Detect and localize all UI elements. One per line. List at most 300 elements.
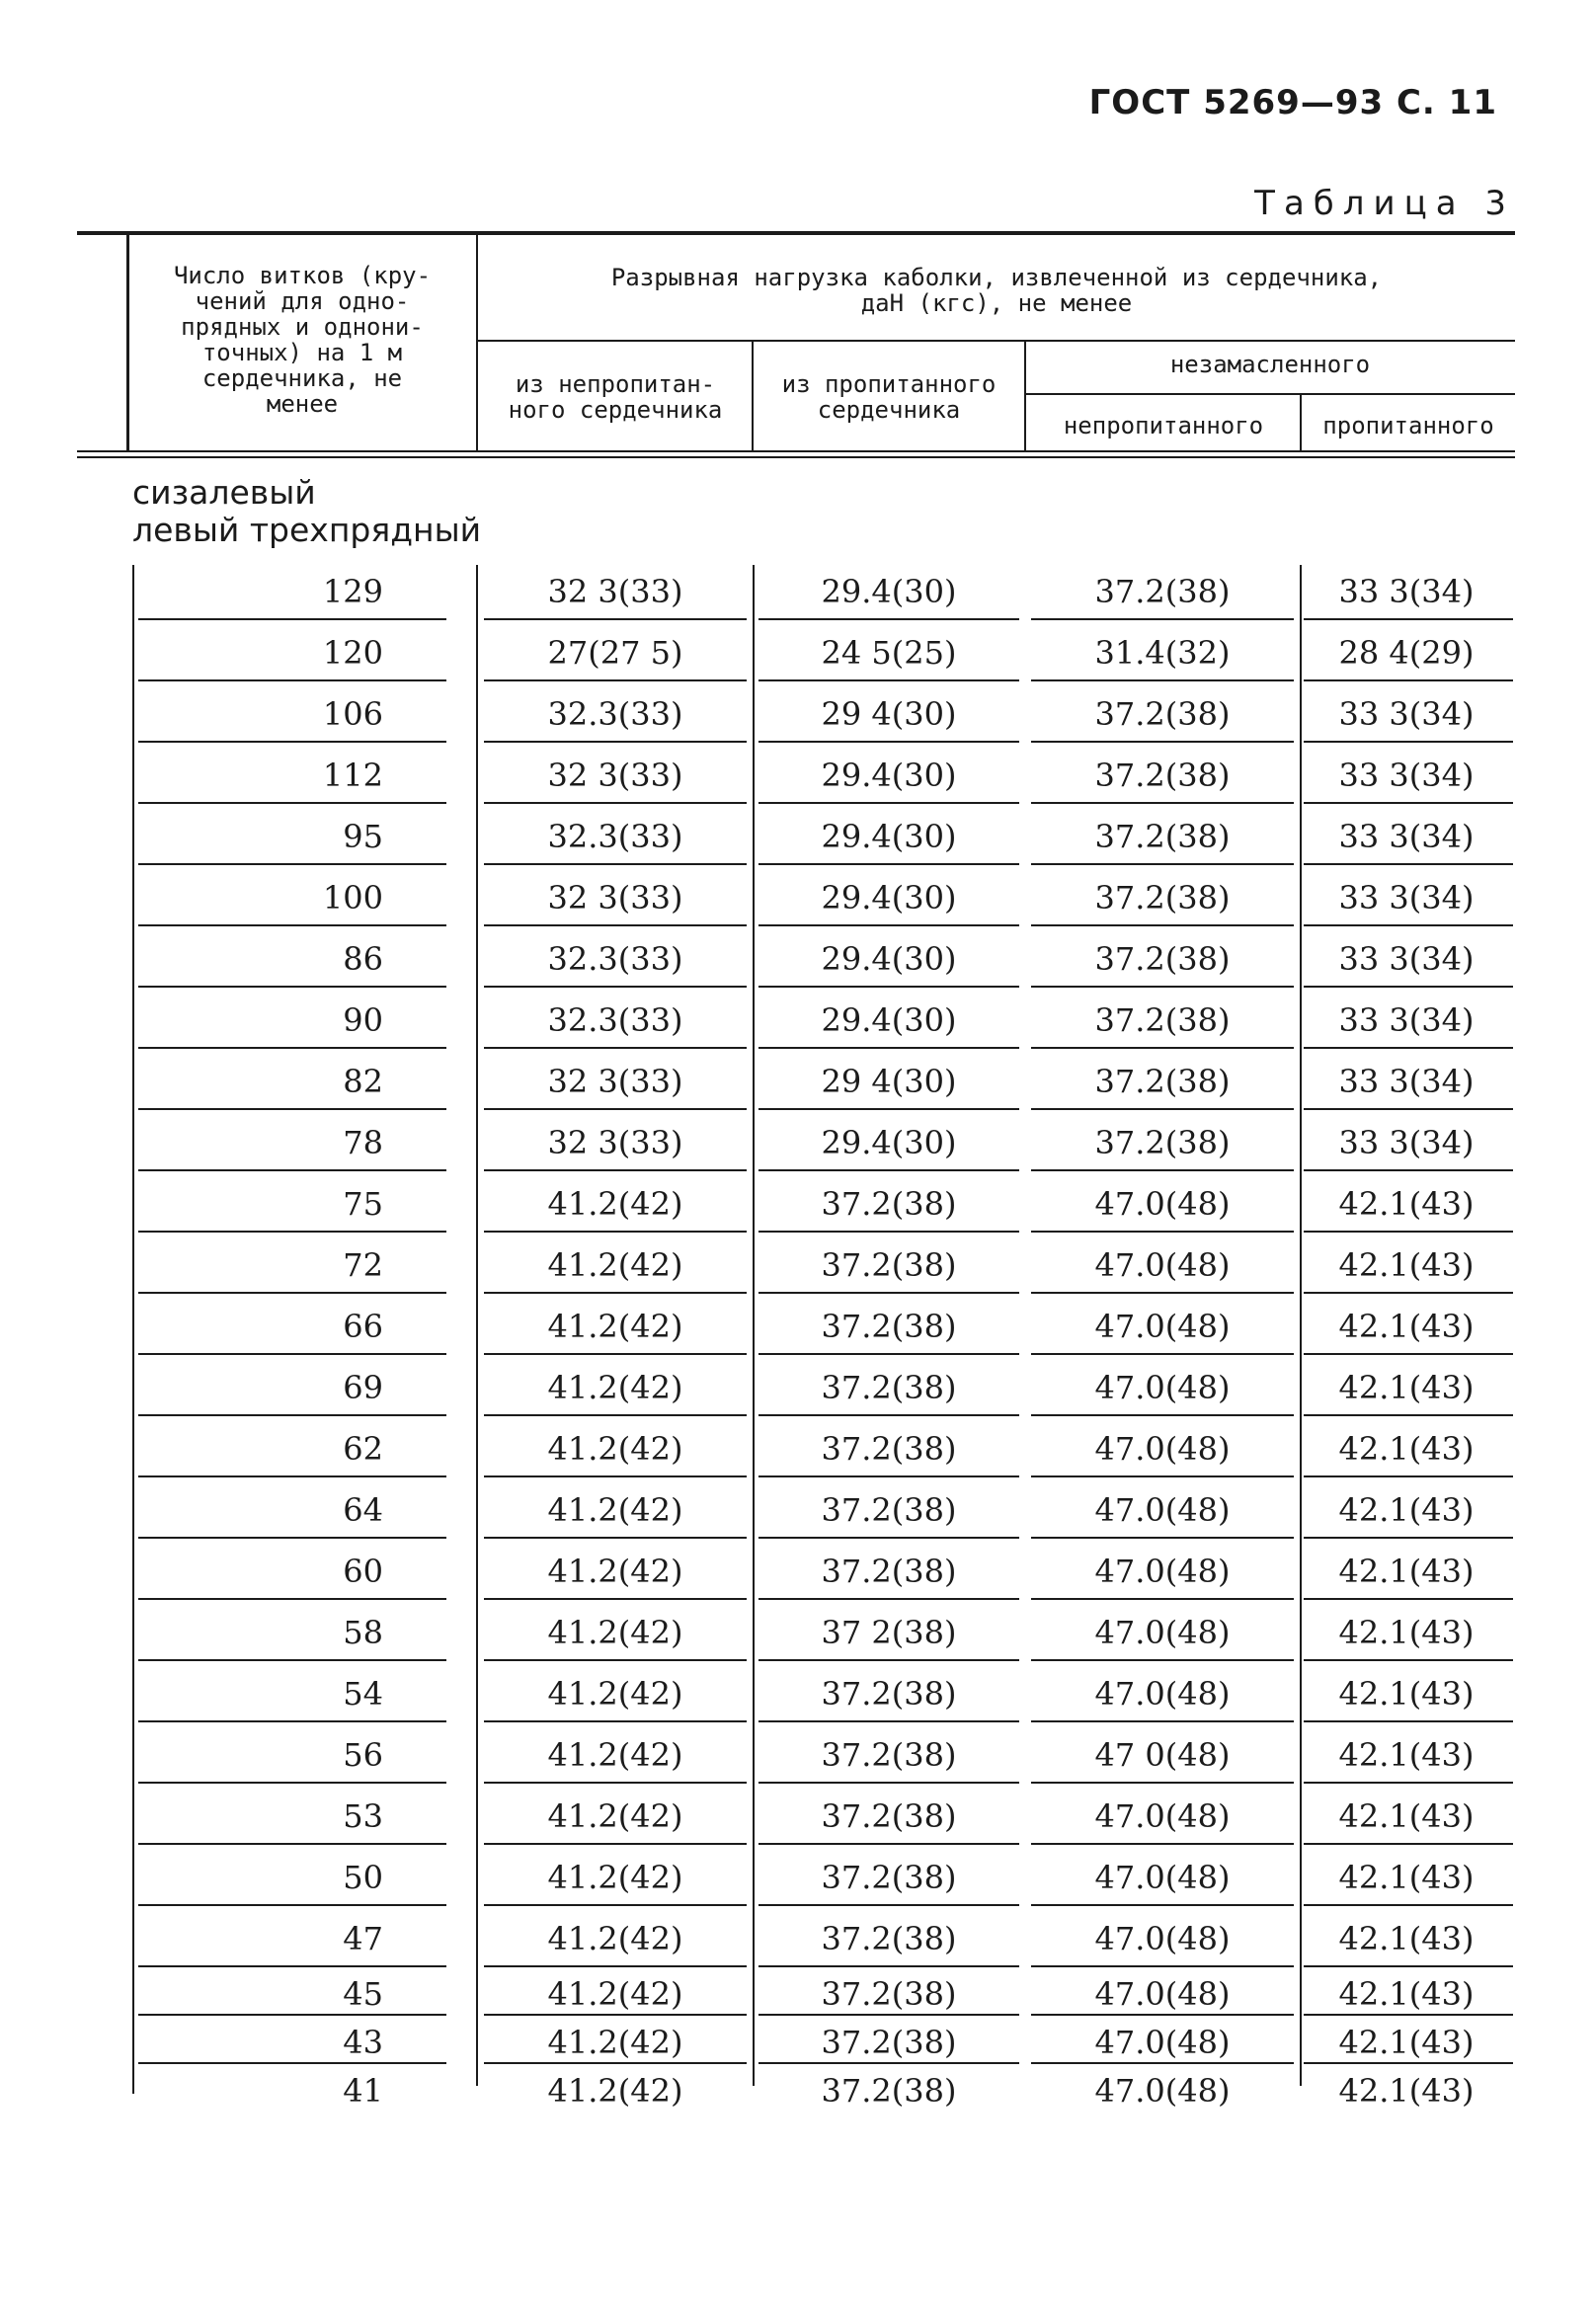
cell-underline: [1304, 802, 1513, 804]
cell-underline: [138, 1475, 446, 1477]
load-cell: 29.4(30): [821, 879, 957, 917]
cell-underline: [1031, 1108, 1294, 1110]
turns-cell: 78: [343, 1124, 383, 1161]
load-cell: 41.2(42): [547, 1553, 683, 1590]
load-cell: 47.0(48): [1094, 1859, 1231, 1896]
load-cell: 33 3(34): [1338, 879, 1475, 917]
load-cell: 33 3(34): [1338, 1063, 1475, 1100]
cell-underline: [484, 1169, 747, 1171]
cell-underline: [138, 1353, 446, 1355]
cell-underline: [138, 1537, 446, 1539]
cell-underline: [1031, 1292, 1294, 1294]
load-cell: 37.2(38): [1094, 879, 1231, 917]
cell-underline: [484, 1843, 747, 1845]
table-row: [0, 1969, 1596, 2018]
cell-underline: [484, 1047, 747, 1049]
header-turns-per-meter: Число витков (кру- чений для одно- прядных и однони- точных) на 1 м сердечника, не менее: [173, 262, 432, 418]
load-cell: 37.2(38): [821, 1246, 957, 1284]
table-row: [0, 1418, 1596, 1479]
load-cell: 37.2(38): [1094, 940, 1231, 978]
turns-cell: 75: [343, 1185, 383, 1223]
load-cell: 37.2(38): [1094, 1001, 1231, 1039]
cell-underline: [758, 1475, 1019, 1477]
load-cell: 42.1(43): [1338, 1185, 1475, 1223]
turns-cell: 45: [343, 1974, 383, 2013]
table-top-rule: [77, 231, 1515, 235]
cell-underline: [1031, 863, 1294, 865]
table-row: [0, 1173, 1596, 1235]
load-cell: 47.0(48): [1094, 1246, 1231, 1284]
load-cell: 29.4(30): [821, 1001, 957, 1039]
cell-underline: [1031, 1720, 1294, 1722]
load-cell: 42.1(43): [1338, 2023, 1475, 2061]
load-cell: 37.2(38): [821, 1859, 957, 1896]
cell-underline: [138, 1292, 446, 1294]
load-cell: 37.2(38): [821, 1308, 957, 1345]
load-cell: 37.2(38): [821, 1675, 957, 1713]
cell-underline: [1031, 1782, 1294, 1784]
cell-underline: [1304, 1904, 1513, 1906]
cell-underline: [758, 1659, 1019, 1661]
load-cell: 47.0(48): [1094, 1797, 1231, 1835]
load-cell: 47.0(48): [1094, 1614, 1231, 1651]
load-cell: 37.2(38): [1094, 818, 1231, 855]
cell-underline: [1031, 1047, 1294, 1049]
header-unimpregnated-core: из непропитан- ного сердечника: [508, 370, 723, 424]
cell-underline: [758, 1169, 1019, 1171]
load-cell: 33 3(34): [1338, 573, 1475, 610]
turns-cell: 72: [343, 1246, 383, 1284]
cell-underline: [1304, 863, 1513, 865]
load-cell: 47.0(48): [1094, 1430, 1231, 1468]
cell-underline: [138, 1843, 446, 1845]
load-cell: 37 2(38): [821, 1614, 957, 1651]
table-row: [0, 1786, 1596, 1847]
load-cell: 33 3(34): [1338, 1124, 1475, 1161]
cell-underline: [1304, 1965, 1513, 1967]
load-cell: 47.0(48): [1094, 1308, 1231, 1345]
cell-underline: [1304, 924, 1513, 926]
turns-cell: 86: [343, 940, 383, 978]
table-row: [0, 2018, 1596, 2066]
load-cell: 28 4(29): [1338, 634, 1475, 672]
load-cell: 42.1(43): [1338, 2071, 1475, 2110]
cell-underline: [1031, 2014, 1294, 2016]
header-impregnated-core: из пропитанного сердечника: [781, 370, 997, 424]
cell-underline: [138, 1965, 446, 1967]
cell-underline: [484, 1782, 747, 1784]
cell-underline: [138, 1231, 446, 1233]
turns-cell: 106: [322, 695, 383, 733]
turns-cell: 41: [343, 2071, 383, 2110]
cell-underline: [138, 1782, 446, 1784]
cell-underline: [484, 1720, 747, 1722]
load-cell: 37.2(38): [1094, 1124, 1231, 1161]
load-cell: 37.2(38): [821, 1553, 957, 1590]
cell-underline: [138, 1169, 446, 1171]
cell-underline: [1031, 679, 1294, 681]
load-cell: 47.0(48): [1094, 2071, 1231, 2110]
load-cell: 47.0(48): [1094, 1185, 1231, 1223]
load-cell: 33 3(34): [1338, 757, 1475, 794]
cell-underline: [758, 924, 1019, 926]
load-cell: 41.2(42): [547, 1491, 683, 1529]
cell-underline: [1304, 1414, 1513, 1416]
load-cell: 41.2(42): [547, 1614, 683, 1651]
load-cell: 37.2(38): [821, 2071, 957, 2110]
load-cell: 29 4(30): [821, 1063, 957, 1100]
load-cell: 27(27 5): [547, 634, 683, 672]
load-cell: 42.1(43): [1338, 1553, 1475, 1590]
cell-underline: [138, 2062, 446, 2064]
table-row: [0, 928, 1596, 990]
cell-underline: [1304, 1353, 1513, 1355]
table-row: [0, 2066, 1596, 2114]
load-cell: 41.2(42): [547, 1246, 683, 1284]
table-row: [0, 990, 1596, 1051]
table-row: [0, 561, 1596, 622]
load-cell: 33 3(34): [1338, 1001, 1475, 1039]
cell-underline: [1304, 1231, 1513, 1233]
cell-underline: [484, 802, 747, 804]
cell-underline: [138, 1598, 446, 1600]
cell-underline: [484, 2062, 747, 2064]
cell-underline: [138, 802, 446, 804]
load-cell: 42.1(43): [1338, 1797, 1475, 1835]
load-cell: 32.3(33): [547, 940, 683, 978]
header-breaking-load-group: Разрывная нагрузка каболки, извлеченной из сердечника, даН (кгс), не менее: [610, 264, 1383, 317]
cell-underline: [138, 924, 446, 926]
cell-underline: [1304, 986, 1513, 988]
table-row: [0, 1235, 1596, 1296]
turns-cell: 62: [343, 1430, 383, 1468]
cell-underline: [1304, 1659, 1513, 1661]
load-cell: 47 0(48): [1094, 1736, 1231, 1774]
table-row: [0, 1541, 1596, 1602]
table-row: [0, 1663, 1596, 1724]
turns-cell: 95: [343, 818, 383, 855]
cell-underline: [1304, 1169, 1513, 1171]
turns-cell: 90: [343, 1001, 383, 1039]
load-cell: 47.0(48): [1094, 2023, 1231, 2061]
cell-underline: [138, 618, 446, 620]
turns-cell: 60: [343, 1553, 383, 1590]
table-row: [0, 622, 1596, 683]
header-bottom-rule-1: [77, 450, 1515, 452]
cell-underline: [1304, 1047, 1513, 1049]
cell-underline: [1304, 1843, 1513, 1845]
cell-underline: [758, 1231, 1019, 1233]
turns-cell: 43: [343, 2023, 383, 2061]
load-cell: 32 3(33): [547, 879, 683, 917]
cell-underline: [758, 1782, 1019, 1784]
cell-underline: [138, 986, 446, 988]
cell-underline: [484, 986, 747, 988]
load-cell: 37.2(38): [821, 1974, 957, 2013]
header-unoiled-unimpregnated: непропитанного: [1063, 412, 1264, 439]
cell-underline: [1304, 1475, 1513, 1477]
cell-underline: [138, 1047, 446, 1049]
cell-underline: [1304, 1782, 1513, 1784]
cell-underline: [484, 1537, 747, 1539]
load-cell: 29.4(30): [821, 1124, 957, 1161]
cell-underline: [138, 1720, 446, 1722]
table-row: [0, 1051, 1596, 1112]
load-cell: 33 3(34): [1338, 940, 1475, 978]
cell-underline: [138, 863, 446, 865]
turns-cell: 56: [343, 1736, 383, 1774]
cell-underline: [758, 1720, 1019, 1722]
header-unoiled-impregnated: пропитанного: [1322, 412, 1494, 439]
table-caption: Таблица 3: [1254, 184, 1515, 223]
load-cell: 37.2(38): [1094, 757, 1231, 794]
cell-underline: [484, 1231, 747, 1233]
table-row: [0, 1908, 1596, 1969]
cell-underline: [1304, 1598, 1513, 1600]
load-cell: 32 3(33): [547, 573, 683, 610]
header-col-divider-3: [1024, 342, 1026, 450]
cell-underline: [1031, 1965, 1294, 1967]
cell-underline: [138, 2014, 446, 2016]
load-cell: 29.4(30): [821, 818, 957, 855]
load-cell: 42.1(43): [1338, 1920, 1475, 1957]
turns-cell: 66: [343, 1308, 383, 1345]
load-cell: 37.2(38): [821, 1491, 957, 1529]
load-cell: 42.1(43): [1338, 1675, 1475, 1713]
turns-cell: 54: [343, 1675, 383, 1713]
cell-underline: [1031, 924, 1294, 926]
cell-underline: [1304, 2014, 1513, 2016]
cell-underline: [484, 1292, 747, 1294]
turns-cell: 64: [343, 1491, 383, 1529]
cell-underline: [1031, 1659, 1294, 1661]
load-cell: 32 3(33): [547, 1063, 683, 1100]
load-cell: 41.2(42): [547, 1974, 683, 2013]
load-cell: 37.2(38): [821, 2023, 957, 2061]
load-cell: 37.2(38): [1094, 1063, 1231, 1100]
cell-underline: [758, 618, 1019, 620]
cell-underline: [484, 741, 747, 743]
table-row: [0, 1479, 1596, 1541]
load-cell: 42.1(43): [1338, 1369, 1475, 1406]
load-cell: 42.1(43): [1338, 1859, 1475, 1896]
load-cell: 37.2(38): [821, 1185, 957, 1223]
table-row: [0, 683, 1596, 745]
turns-cell: 53: [343, 1797, 383, 1835]
cell-underline: [484, 1659, 747, 1661]
turns-cell: 129: [322, 573, 383, 610]
cell-underline: [758, 1292, 1019, 1294]
load-cell: 32 3(33): [547, 1124, 683, 1161]
load-cell: 41.2(42): [547, 1736, 683, 1774]
header-bottom-rule-2: [77, 456, 1515, 458]
load-cell: 42.1(43): [1338, 1614, 1475, 1651]
cell-underline: [484, 618, 747, 620]
load-cell: 32.3(33): [547, 1001, 683, 1039]
load-cell: 47.0(48): [1094, 1553, 1231, 1590]
turns-cell: 100: [322, 879, 383, 917]
turns-cell: 69: [343, 1369, 383, 1406]
cell-underline: [1304, 679, 1513, 681]
load-cell: 42.1(43): [1338, 1246, 1475, 1284]
load-cell: 41.2(42): [547, 1675, 683, 1713]
cell-underline: [758, 863, 1019, 865]
cell-underline: [138, 679, 446, 681]
load-cell: 29 4(30): [821, 695, 957, 733]
load-cell: 41.2(42): [547, 2071, 683, 2110]
load-cell: 37.2(38): [1094, 695, 1231, 733]
load-cell: 41.2(42): [547, 1859, 683, 1896]
load-cell: 32.3(33): [547, 818, 683, 855]
load-cell: 42.1(43): [1338, 1491, 1475, 1529]
load-cell: 41.2(42): [547, 1920, 683, 1957]
cell-underline: [1304, 1108, 1513, 1110]
load-cell: 29.4(30): [821, 573, 957, 610]
cell-underline: [758, 2014, 1019, 2016]
header-unoiled: незамасленного: [1169, 351, 1371, 378]
load-cell: 41.2(42): [547, 1185, 683, 1223]
cell-underline: [484, 1475, 747, 1477]
cell-underline: [1304, 2062, 1513, 2064]
cell-underline: [758, 986, 1019, 988]
cell-underline: [758, 1353, 1019, 1355]
load-cell: 41.2(42): [547, 1430, 683, 1468]
cell-underline: [138, 741, 446, 743]
cell-underline: [1031, 618, 1294, 620]
load-cell: 24 5(25): [821, 634, 957, 672]
cell-underline: [1031, 1843, 1294, 1845]
table-body: [0, 561, 1596, 2114]
page-header: ГОСТ 5269—93 С. 11: [1088, 83, 1497, 122]
turns-cell: 112: [322, 757, 383, 794]
load-cell: 42.1(43): [1338, 1736, 1475, 1774]
load-cell: 42.1(43): [1338, 1430, 1475, 1468]
header-col-divider-2: [752, 342, 754, 450]
table-row: [0, 1602, 1596, 1663]
load-cell: 37.2(38): [821, 1369, 957, 1406]
load-cell: 47.0(48): [1094, 1491, 1231, 1529]
table-row: [0, 1357, 1596, 1418]
load-cell: 41.2(42): [547, 1797, 683, 1835]
cell-underline: [758, 1414, 1019, 1416]
cell-underline: [1304, 741, 1513, 743]
cell-underline: [758, 1047, 1019, 1049]
cell-underline: [758, 1537, 1019, 1539]
cell-underline: [484, 2014, 747, 2016]
load-cell: 41.2(42): [547, 1308, 683, 1345]
turns-cell: 120: [322, 634, 383, 672]
cell-underline: [484, 1353, 747, 1355]
cell-underline: [758, 1843, 1019, 1845]
cell-underline: [484, 1904, 747, 1906]
cell-underline: [484, 863, 747, 865]
load-cell: 42.1(43): [1338, 1308, 1475, 1345]
cell-underline: [758, 1108, 1019, 1110]
cell-underline: [1304, 1537, 1513, 1539]
load-cell: 37.2(38): [821, 1430, 957, 1468]
load-cell: 47.0(48): [1094, 1369, 1231, 1406]
cell-underline: [484, 679, 747, 681]
cell-underline: [138, 1904, 446, 1906]
cell-underline: [1031, 1598, 1294, 1600]
turns-cell: 58: [343, 1614, 383, 1651]
section-title: сизалевый левый трехпрядный: [132, 473, 482, 549]
header-col-divider-1: [476, 235, 478, 450]
load-cell: 47.0(48): [1094, 1974, 1231, 2013]
cell-underline: [758, 802, 1019, 804]
cell-underline: [1031, 1231, 1294, 1233]
cell-underline: [484, 1965, 747, 1967]
cell-underline: [1031, 2062, 1294, 2064]
cell-underline: [484, 1108, 747, 1110]
table-row: [0, 1847, 1596, 1908]
cell-underline: [1031, 802, 1294, 804]
cell-underline: [758, 679, 1019, 681]
table-row: [0, 1296, 1596, 1357]
load-cell: 37.2(38): [1094, 573, 1231, 610]
turns-cell: 50: [343, 1859, 383, 1896]
cell-underline: [758, 1965, 1019, 1967]
cell-underline: [1031, 1475, 1294, 1477]
cell-underline: [758, 741, 1019, 743]
table-row: [0, 867, 1596, 928]
turns-cell: 47: [343, 1920, 383, 1957]
turns-cell: 82: [343, 1063, 383, 1100]
load-cell: 37.2(38): [821, 1736, 957, 1774]
cell-underline: [1031, 1353, 1294, 1355]
load-cell: 47.0(48): [1094, 1675, 1231, 1713]
cell-underline: [138, 1108, 446, 1110]
group-rule: [478, 340, 1515, 342]
load-cell: 32.3(33): [547, 695, 683, 733]
load-cell: 41.2(42): [547, 2023, 683, 2061]
cell-underline: [1031, 986, 1294, 988]
load-cell: 33 3(34): [1338, 695, 1475, 733]
cell-underline: [1031, 1537, 1294, 1539]
load-cell: 33 3(34): [1338, 818, 1475, 855]
cell-underline: [1031, 1904, 1294, 1906]
load-cell: 29.4(30): [821, 757, 957, 794]
cell-underline: [138, 1659, 446, 1661]
cell-underline: [1304, 1292, 1513, 1294]
table-row: [0, 806, 1596, 867]
table-row: [0, 1112, 1596, 1173]
cell-underline: [484, 1598, 747, 1600]
cell-underline: [484, 924, 747, 926]
cell-underline: [1031, 741, 1294, 743]
table-row: [0, 1724, 1596, 1786]
cell-underline: [138, 1414, 446, 1416]
load-cell: 29.4(30): [821, 940, 957, 978]
load-cell: 37.2(38): [821, 1920, 957, 1957]
load-cell: 37.2(38): [821, 1797, 957, 1835]
load-cell: 47.0(48): [1094, 1920, 1231, 1957]
cell-underline: [1304, 1720, 1513, 1722]
cell-underline: [758, 1598, 1019, 1600]
cell-underline: [484, 1414, 747, 1416]
header-left-border: [126, 235, 129, 450]
load-cell: 41.2(42): [547, 1369, 683, 1406]
table-row: [0, 745, 1596, 806]
cell-underline: [758, 1904, 1019, 1906]
load-cell: 42.1(43): [1338, 1974, 1475, 2013]
load-cell: 32 3(33): [547, 757, 683, 794]
load-cell: 31.4(32): [1094, 634, 1231, 672]
cell-underline: [1031, 1414, 1294, 1416]
cell-underline: [758, 2062, 1019, 2064]
subgroup-rule: [1026, 393, 1515, 395]
cell-underline: [1304, 618, 1513, 620]
